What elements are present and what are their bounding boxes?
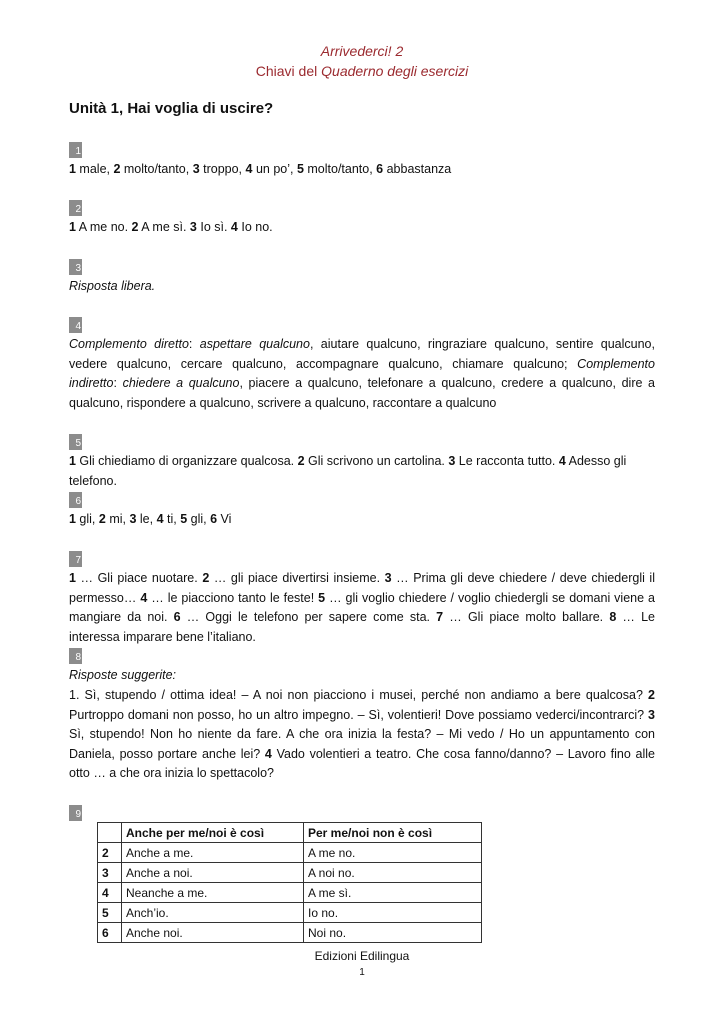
exercise-8-answer: 1. Sì, stupendo / ottima idea! – A noi non piacciono i musei, perché non andiamo a bere qualcosa? 2 Purtroppo domani non posso, ho un altro impegno. – Sì, volentieri! Dove possiamo vederci/incontrarci? 3 Sì, stupendo! Non ho niente da fare. A che ora inizia la festa? – Mi vedo / Ho un appuntamento con Daniela, posso portare anche lei? 4 Vado volentieri a teatro. Che cosa fanno/danno? – Lavoro fino alle otto … a che ora inizia lo spettacolo?	[69, 688, 655, 780]
table-cell: A me no.	[304, 843, 482, 863]
table-row	[98, 883, 482, 903]
exercise-number-badge: 5	[69, 434, 82, 450]
table-cell: Anche noi.	[122, 923, 304, 943]
exercise-8-intro: Risposte suggerite:	[69, 668, 177, 682]
exercise-number-badge: 2	[69, 200, 82, 216]
table-header-row	[98, 823, 482, 843]
table-cell: Anch’io.	[122, 903, 304, 923]
exercise-9-table	[97, 822, 482, 943]
table-cell: Noi no.	[304, 923, 482, 943]
table-header-cell: Anche per me/noi è così	[122, 823, 304, 843]
table-cell: Anche a me.	[122, 843, 304, 863]
table-cell: 4	[98, 883, 122, 903]
exercise-number-badge: 7	[69, 551, 82, 567]
table-row	[98, 903, 482, 923]
exercise-number-badge: 6	[69, 492, 82, 508]
exercise-number-badge: 4	[69, 317, 82, 333]
page-number: 1	[359, 967, 365, 978]
document-title: Arrivederci! 2	[320, 43, 404, 59]
exercise-number-badge: 8	[69, 648, 82, 664]
table-cell: Anche a noi.	[122, 863, 304, 883]
table-row	[98, 923, 482, 943]
document-subtitle	[0, 63, 724, 79]
table-row	[98, 863, 482, 883]
exercise-number-badge: 3	[69, 259, 82, 275]
exercise-7-answer: 1 … Gli piace nuotare. 2 … gli piace divertirsi insieme. 3 … Prima gli deve chiedere / deve chiedergli il permesso… 4 … le piacciono tanto le feste! 5 … gli voglio chiedere / voglio chiedergli se domani viene a mangiare da noi. 6 … Oggi le telefono per sapere come sta. 7 … Gli piace molto ballare. 8 … Le interessa imparare bene l’italiano.	[69, 571, 655, 644]
unit-title: Unità 1, Hai voglia di uscire?	[69, 100, 274, 117]
exercise-4-answer: Complemento diretto: aspettare qualcuno, aiutare qualcuno, ringraziare qualcuno, sentire qualcuno, vedere qualcuno, cercare qualcuno, accompagnare qualcuno, chiamare qualcuno; Complemento indiretto: chiedere a qualcuno, piacere a qualcuno, telefonare a qualcuno, credere a qualcuno, dire a qualcuno, rispondere a qualcuno, scrivere a qualcuno, raccontare a qualcuno	[69, 337, 656, 410]
table-cell: 6	[98, 923, 122, 943]
table-row	[98, 843, 482, 863]
table-cell: 2	[98, 843, 122, 863]
table-header-cell: Per me/noi non è così	[304, 823, 482, 843]
table-cell: 5	[98, 903, 122, 923]
exercise-3-answer: Risposta libera.	[69, 279, 156, 293]
exercise-number-badge: 9	[69, 805, 82, 821]
footer-publisher: Edizioni Edilingua	[314, 949, 410, 963]
table-cell: Neanche a me.	[122, 883, 304, 903]
table-header-cell	[98, 823, 122, 843]
table-cell: A me sì.	[304, 883, 482, 903]
table-cell: Io no.	[304, 903, 482, 923]
exercise-5-answer: 1 Gli chiediamo di organizzare qualcosa. 2 Gli scrivono un cartolina. 3 Le racconta tutto. 4 Adesso gli telefono.	[69, 454, 627, 488]
table-cell: A noi no.	[304, 863, 482, 883]
exercise-number-badge: 1	[69, 142, 82, 158]
exercise-6-answer: 1 gli, 2 mi, 3 le, 4 ti, 5 gli, 6 Vi	[69, 512, 232, 526]
exercise-1-answer: 1 male, 2 molto/tanto, 3 troppo, 4 un po’, 5 molto/tanto, 6 abbastanza	[69, 162, 452, 176]
exercise-2-answer: 1 A me no. 2 A me sì. 3 Io sì. 4 Io no.	[69, 220, 273, 234]
subtitle-prefix: Chiavi del	[255, 63, 322, 79]
subtitle-italic: Quaderno degli esercizi	[321, 63, 469, 79]
table-cell: 3	[98, 863, 122, 883]
